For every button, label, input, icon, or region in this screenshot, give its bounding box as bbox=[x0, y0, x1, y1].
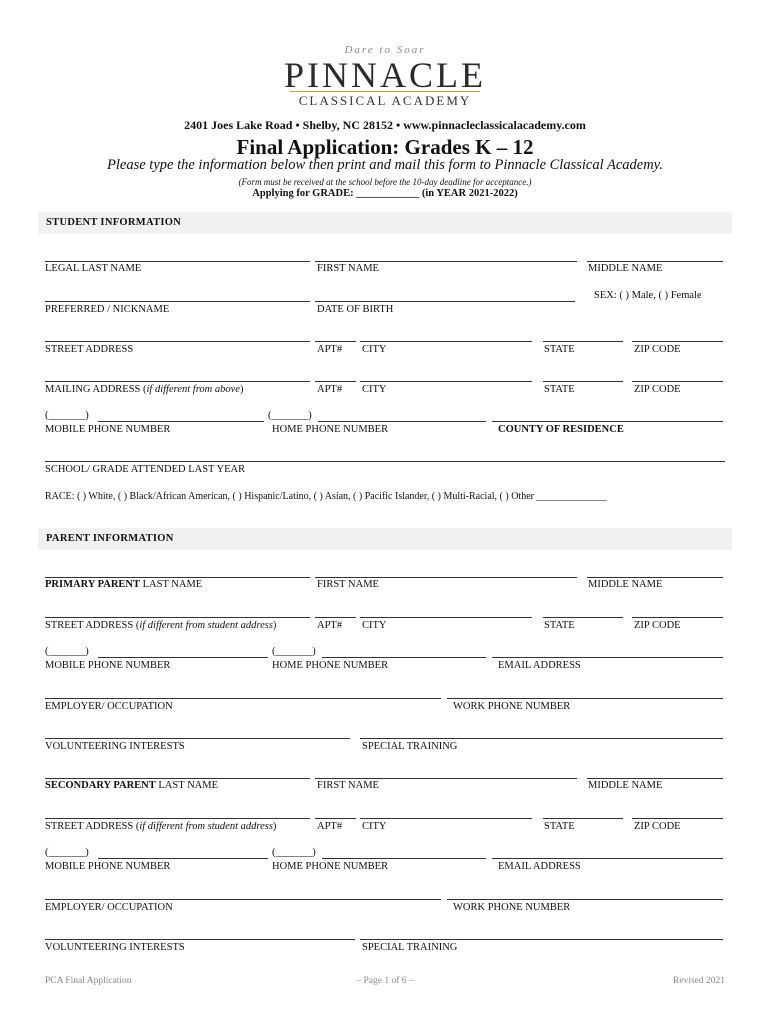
preferred-name-label: PREFERRED / NICKNAME bbox=[45, 304, 170, 315]
primary-city-field[interactable] bbox=[360, 617, 532, 618]
school-grade-field[interactable] bbox=[45, 461, 725, 462]
mailing-state-field[interactable] bbox=[543, 381, 623, 382]
home-area-code[interactable]: (_______) bbox=[268, 410, 312, 421]
date-of-birth-label: DATE OF BIRTH bbox=[317, 304, 394, 315]
secondary-last-name-field[interactable] bbox=[45, 778, 310, 779]
legal-last-name-label: LEGAL LAST NAME bbox=[45, 263, 142, 274]
logo-wordmark: PINNACLE bbox=[284, 55, 486, 95]
secondary-email-field[interactable] bbox=[492, 858, 723, 859]
secondary-home-field[interactable] bbox=[322, 858, 486, 859]
mailing-city-label: CITY bbox=[362, 384, 387, 395]
secondary-state-field[interactable] bbox=[543, 818, 623, 819]
deadline-note: (Form must be received at the school before the 10-day deadline for acceptance.) bbox=[238, 177, 532, 187]
secondary-home-area-code[interactable]: (_______) bbox=[272, 847, 316, 858]
street-address-label: STREET ADDRESS bbox=[45, 344, 134, 355]
page-title: Final Application: Grades K – 12 bbox=[236, 135, 534, 159]
mobile-phone-field[interactable] bbox=[98, 421, 264, 422]
grade-line[interactable]: Applying for GRADE: ____________ (in YEAR 2021-2022) bbox=[252, 188, 518, 199]
primary-zip-label: ZIP CODE bbox=[634, 620, 681, 631]
middle-name-label: MIDDLE NAME bbox=[588, 263, 663, 274]
first-name-field[interactable] bbox=[315, 261, 577, 262]
secondary-work-phone-label: WORK PHONE NUMBER bbox=[453, 902, 571, 913]
primary-zip-field[interactable] bbox=[632, 617, 723, 618]
primary-mobile-label: MOBILE PHONE NUMBER bbox=[45, 660, 171, 671]
preferred-name-field[interactable] bbox=[45, 301, 310, 302]
state-field[interactable] bbox=[543, 341, 623, 342]
primary-state-field[interactable] bbox=[543, 617, 623, 618]
secondary-middle-name-field[interactable] bbox=[587, 778, 723, 779]
mailing-state-label: STATE bbox=[544, 384, 575, 395]
primary-last-name-label: PRIMARY PARENT LAST NAME bbox=[45, 579, 203, 590]
mailing-address-label: MAILING ADDRESS (if different from above) bbox=[45, 384, 244, 395]
mailing-address-field[interactable] bbox=[45, 381, 310, 382]
mailing-apt-field[interactable] bbox=[315, 381, 356, 382]
secondary-zip-label: ZIP CODE bbox=[634, 821, 681, 832]
secondary-work-phone-field[interactable] bbox=[447, 899, 723, 900]
logo-tagline: Dare to Soar bbox=[344, 44, 426, 56]
secondary-volunteering-label: VOLUNTEERING INTERESTS bbox=[45, 942, 185, 953]
primary-mobile-field[interactable] bbox=[98, 657, 268, 658]
home-phone-label: HOME PHONE NUMBER bbox=[272, 424, 389, 435]
primary-work-phone-field[interactable] bbox=[447, 698, 723, 699]
secondary-mobile-area-code[interactable]: (_______) bbox=[45, 847, 89, 858]
primary-first-name-field[interactable] bbox=[315, 577, 577, 578]
primary-city-label: CITY bbox=[362, 620, 387, 631]
secondary-email-label: EMAIL ADDRESS bbox=[498, 861, 581, 872]
zip-label: ZIP CODE bbox=[634, 344, 681, 355]
secondary-street-field[interactable] bbox=[45, 818, 310, 819]
secondary-special-training-field[interactable] bbox=[360, 939, 723, 940]
primary-street-label: STREET ADDRESS (if different from student address) bbox=[45, 620, 277, 631]
secondary-street-label: STREET ADDRESS (if different from student address) bbox=[45, 821, 277, 832]
mobile-phone-label: MOBILE PHONE NUMBER bbox=[45, 424, 171, 435]
primary-first-name-label: FIRST NAME bbox=[317, 579, 379, 590]
secondary-first-name-label: FIRST NAME bbox=[317, 780, 379, 791]
primary-employer-label: EMPLOYER/ OCCUPATION bbox=[45, 701, 173, 712]
primary-work-phone-label: WORK PHONE NUMBER bbox=[453, 701, 571, 712]
county-label: COUNTY OF RESIDENCE bbox=[498, 424, 624, 435]
mobile-area-code[interactable]: (_______) bbox=[45, 410, 89, 421]
logo-subtitle: CLASSICAL ACADEMY bbox=[298, 93, 472, 108]
city-field[interactable] bbox=[360, 341, 532, 342]
secondary-first-name-field[interactable] bbox=[315, 778, 577, 779]
date-of-birth-field[interactable] bbox=[315, 301, 575, 302]
school-grade-label: SCHOOL/ GRADE ATTENDED LAST YEAR bbox=[45, 464, 246, 475]
mailing-zip-label: ZIP CODE bbox=[634, 384, 681, 395]
mailing-zip-field[interactable] bbox=[632, 381, 723, 382]
secondary-mobile-label: MOBILE PHONE NUMBER bbox=[45, 861, 171, 872]
footer-revision: Revised 2021 bbox=[673, 976, 725, 986]
secondary-last-name-label: SECONDARY PARENT LAST NAME bbox=[45, 780, 218, 791]
state-label: STATE bbox=[544, 344, 575, 355]
primary-mobile-area-code[interactable]: (_______) bbox=[45, 646, 89, 657]
secondary-apt-field[interactable] bbox=[315, 818, 356, 819]
secondary-zip-field[interactable] bbox=[632, 818, 723, 819]
primary-home-label: HOME PHONE NUMBER bbox=[272, 660, 389, 671]
zip-field[interactable] bbox=[632, 341, 723, 342]
secondary-mobile-field[interactable] bbox=[98, 858, 268, 859]
student-section-header: STUDENT INFORMATION bbox=[38, 212, 732, 234]
legal-last-name-field[interactable] bbox=[45, 261, 310, 262]
primary-last-name-field[interactable] bbox=[45, 577, 310, 578]
primary-home-field[interactable] bbox=[322, 657, 486, 658]
mailing-apt-label: APT# bbox=[317, 384, 343, 395]
secondary-volunteering-field[interactable] bbox=[45, 939, 355, 940]
primary-email-label: EMAIL ADDRESS bbox=[498, 660, 581, 671]
primary-volunteering-label: VOLUNTEERING INTERESTS bbox=[45, 741, 185, 752]
secondary-city-field[interactable] bbox=[360, 818, 532, 819]
primary-street-field[interactable] bbox=[45, 617, 310, 618]
secondary-employer-label: EMPLOYER/ OCCUPATION bbox=[45, 902, 173, 913]
primary-middle-name-label: MIDDLE NAME bbox=[588, 579, 663, 590]
mailing-city-field[interactable] bbox=[360, 381, 532, 382]
secondary-special-training-label: SPECIAL TRAINING bbox=[362, 942, 458, 953]
footer-form-name: PCA Final Application bbox=[45, 976, 132, 986]
race-choice[interactable]: RACE: ( ) White, ( ) Black/African American, ( ) Hispanic/Latino, ( ) Asian, ( ) Pacific Islander, ( ) Multi-Racial, ( ) Other ______________ bbox=[45, 491, 607, 502]
county-field[interactable] bbox=[492, 421, 723, 422]
footer-page-number: – Page 1 of 6 – bbox=[356, 976, 414, 986]
secondary-city-label: CITY bbox=[362, 821, 387, 832]
city-label: CITY bbox=[362, 344, 387, 355]
primary-state-label: STATE bbox=[544, 620, 575, 631]
logo-divider bbox=[290, 91, 480, 92]
secondary-home-label: HOME PHONE NUMBER bbox=[272, 861, 389, 872]
school-address: 2401 Joes Lake Road • Shelby, NC 28152 • www.pinnacleclassicalacademy.com bbox=[184, 118, 586, 132]
primary-home-area-code[interactable]: (_______) bbox=[272, 646, 316, 657]
secondary-apt-label: APT# bbox=[317, 821, 343, 832]
sex-choice[interactable]: SEX: ( ) Male, ( ) Female bbox=[594, 290, 702, 301]
home-phone-field[interactable] bbox=[318, 421, 486, 422]
primary-volunteering-field[interactable] bbox=[45, 738, 350, 739]
primary-email-field[interactable] bbox=[492, 657, 723, 658]
primary-apt-label: APT# bbox=[317, 620, 343, 631]
primary-apt-field[interactable] bbox=[315, 617, 356, 618]
instructions: Please type the information below then print and mail this form to Pinnacle Classical Academy. bbox=[107, 157, 663, 173]
secondary-employer-field[interactable] bbox=[45, 899, 441, 900]
primary-employer-field[interactable] bbox=[45, 698, 441, 699]
primary-middle-name-field[interactable] bbox=[587, 577, 723, 578]
primary-special-training-label: SPECIAL TRAINING bbox=[362, 741, 458, 752]
parent-section-header: PARENT INFORMATION bbox=[38, 528, 732, 550]
secondary-middle-name-label: MIDDLE NAME bbox=[588, 780, 663, 791]
primary-special-training-field[interactable] bbox=[360, 738, 723, 739]
apt-label: APT# bbox=[317, 344, 343, 355]
apt-field[interactable] bbox=[315, 341, 356, 342]
middle-name-field[interactable] bbox=[587, 261, 723, 262]
first-name-label: FIRST NAME bbox=[317, 263, 379, 274]
secondary-state-label: STATE bbox=[544, 821, 575, 832]
street-address-field[interactable] bbox=[45, 341, 310, 342]
